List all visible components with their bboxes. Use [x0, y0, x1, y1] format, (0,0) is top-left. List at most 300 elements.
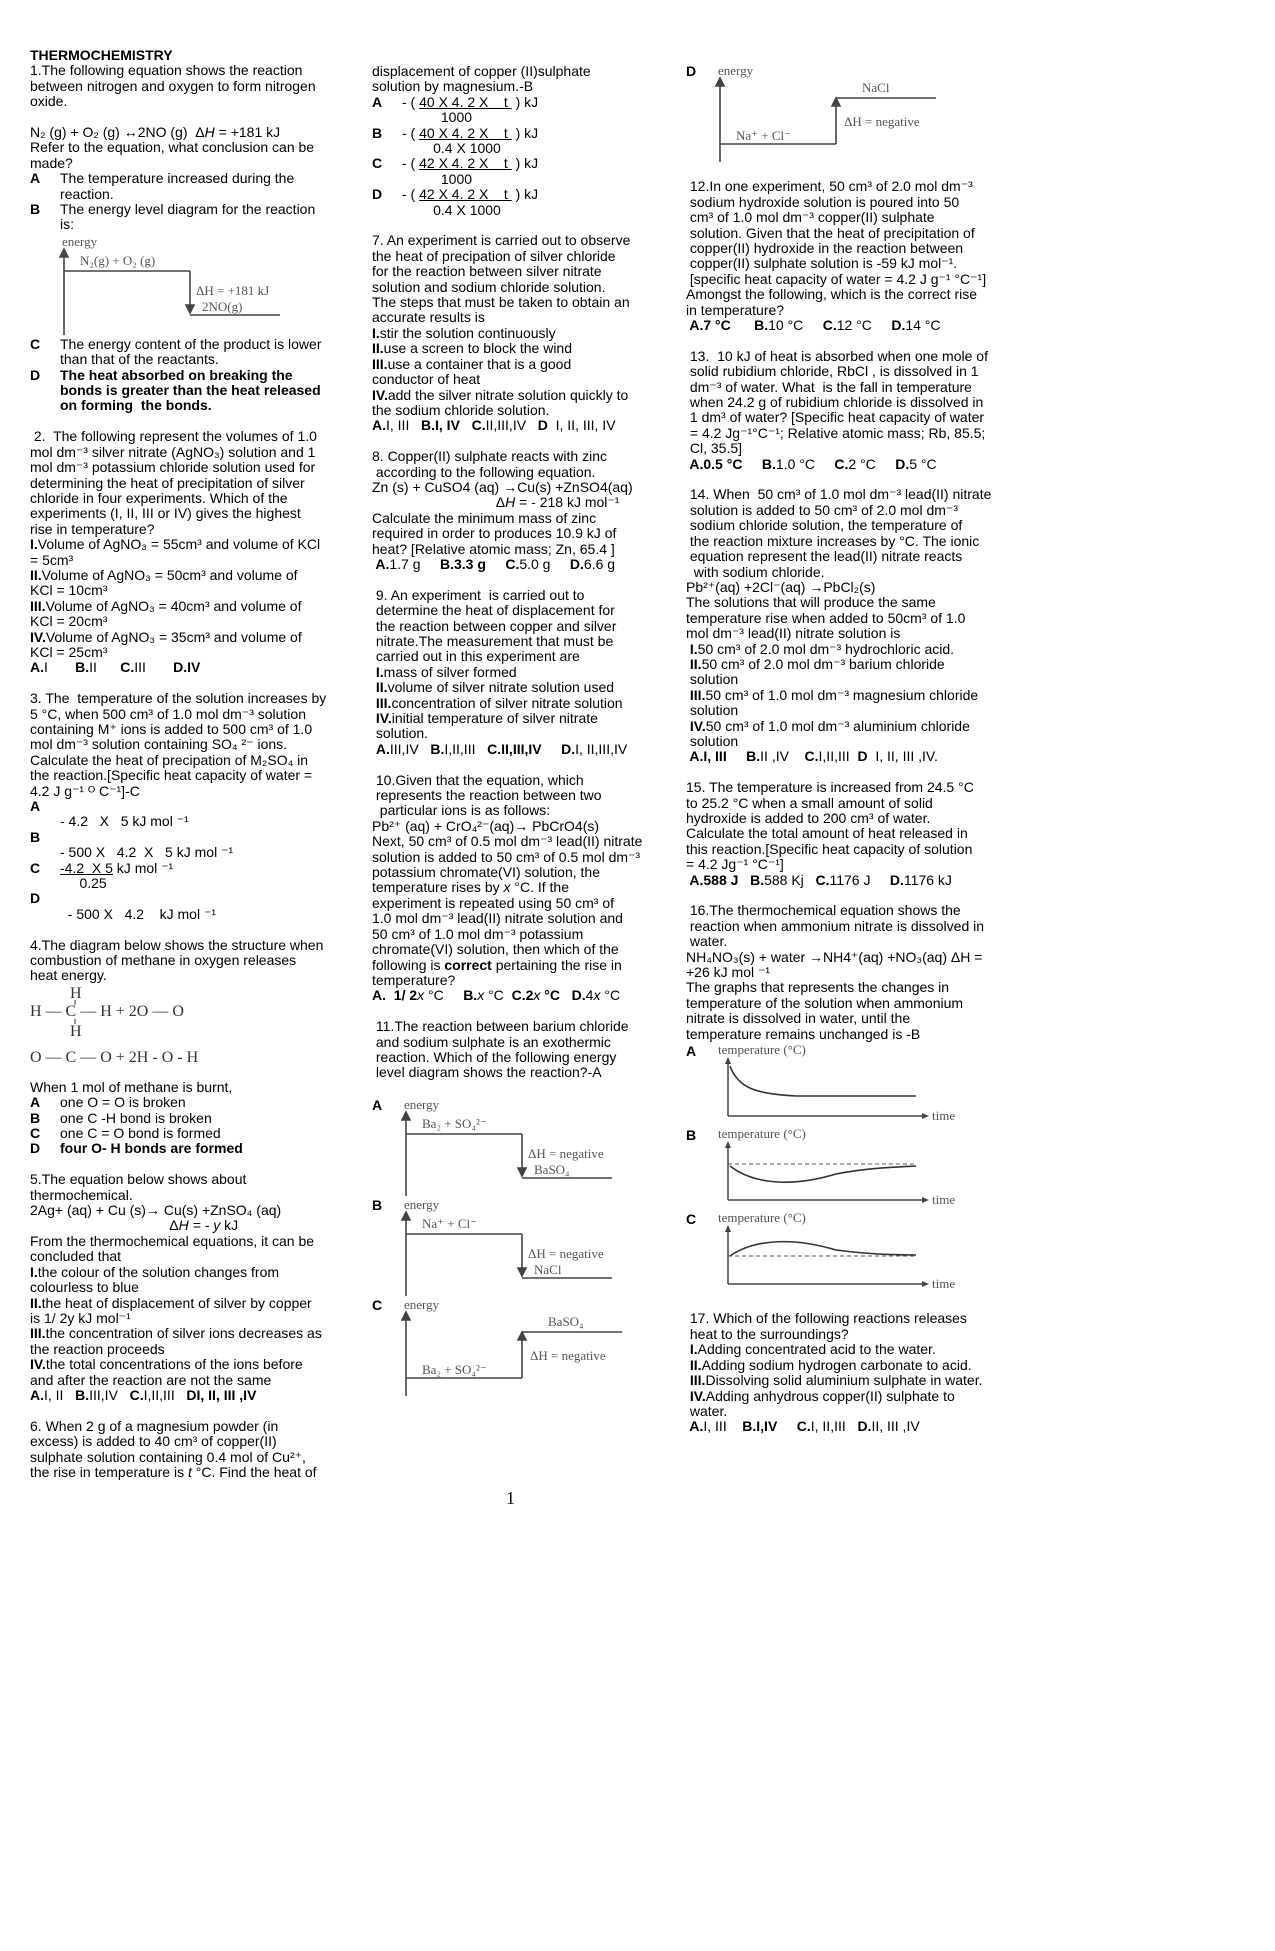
y-axis-label: temperature (°C) [718, 1044, 806, 1058]
text-line [372, 757, 672, 772]
bold-text: C. [129, 1386, 144, 1403]
text-line: represents the reaction between two [372, 787, 602, 804]
option-label: C [686, 1211, 697, 1228]
text-segment: Δ [372, 494, 506, 511]
text-line [372, 696, 672, 711]
text-segment: stir the solution continuously [379, 324, 556, 341]
bold-text: C.2 [511, 987, 534, 1004]
text-line: heat? [Relative atomic mass; Zn, 65.4 ] [372, 540, 615, 557]
bold-text: I. [375, 663, 384, 680]
text-line: 1.The following equation shows the reaction [30, 62, 303, 79]
text-line: 17. Which of the following reactions releases [686, 1310, 967, 1327]
option-text [60, 861, 350, 892]
text-line [30, 1465, 350, 1480]
text-segment: I,II,III [143, 1386, 187, 1403]
text-line [372, 388, 672, 403]
axis-label: energy [404, 1198, 440, 1213]
text-line: 1 dm³ of water? [Specific heat capacity of water [686, 409, 985, 426]
text-line: heat to the surroundings? [686, 1325, 849, 1342]
text-line [30, 1388, 350, 1403]
text-line: temperature of the solution when ammonium [686, 994, 964, 1011]
temperature-time-graph [718, 1044, 955, 1123]
answer-option [30, 202, 350, 233]
text-line: 1000 [402, 170, 473, 187]
option-text [60, 171, 350, 202]
text-segment: the heat of displacement of silver by copper [41, 1294, 312, 1311]
graph-diagram [686, 1044, 1006, 1126]
text-line: The energy level diagram for the reaction [60, 201, 316, 218]
text-line: mol dm⁻³ lead(II) nitrate solution is [686, 625, 901, 642]
text-line: water. [686, 1402, 728, 1419]
text-segment: 1176 J [829, 871, 890, 888]
text-line [686, 1419, 1006, 1434]
text-line: 1000 [402, 109, 473, 126]
bold-text: III. [375, 694, 392, 711]
delta-h-label: ΔH = negative [528, 1146, 604, 1162]
text-segment: Volume of AgNO₃ = 35cm³ and volume of [45, 628, 302, 645]
italic-text: H [204, 124, 215, 141]
text-line: determine the heat of displacement for [372, 602, 615, 619]
option-label: B [372, 124, 383, 141]
bold-text: IV. [689, 717, 706, 734]
bold-text: B. [463, 987, 478, 1004]
text-segment: 588 Kj [764, 871, 816, 888]
text-segment [777, 1418, 796, 1434]
axis-label: energy [404, 1098, 440, 1113]
text-segment: 2 °C [848, 455, 896, 472]
text-line: solid rubidium chloride, RbCl , is dissolved in 1 [686, 363, 979, 380]
text-line: solution is added to 50 cm³ of 2.0 mol dm⁻³ [686, 501, 958, 518]
bold-text: A. [686, 1418, 704, 1435]
text-segment: initial temperature of silver nitrate [391, 710, 598, 727]
text-segment: - ( [402, 93, 420, 110]
text-line: 5.The equation below shows about [30, 1171, 247, 1188]
text-line [30, 1157, 350, 1172]
bold-text: C.II,III,IV [487, 740, 542, 757]
axis-label: energy [718, 64, 754, 78]
text-line: - 500 X 4.2 kJ mol ⁻¹ [60, 905, 216, 922]
option-label: C [30, 1125, 41, 1142]
y-axis-label: temperature (°C) [718, 1212, 806, 1226]
text-line: the reaction between copper and silver [372, 617, 617, 634]
y-axis-label: temperature (°C) [718, 1128, 806, 1142]
text-line: KCl = 10cm³ [30, 582, 108, 599]
option-label: A [30, 170, 41, 187]
text-line: temperature? [372, 971, 456, 988]
arrow-down-icon [518, 1268, 526, 1276]
text-line: 0.25 [60, 875, 107, 892]
option-text [60, 1141, 350, 1156]
option-text [60, 1095, 350, 1110]
text-line: 4.The diagram below shows the structure when [30, 936, 324, 953]
option-text [60, 337, 350, 368]
text-line: 2. The following represent the volumes of 1.0 [30, 428, 317, 445]
text-line: The energy content of the product is lower [60, 335, 322, 352]
answer-option [30, 861, 350, 892]
axis-label: energy [62, 234, 98, 249]
text-line: the reaction mixture increases by °C. The ionic [686, 532, 980, 549]
text-line: determining the heat of precipitation of silver [30, 474, 305, 491]
option-label: A [372, 1097, 383, 1114]
text-line: Calculate the total amount of heat released in [686, 825, 968, 842]
text-line [686, 457, 1006, 472]
axis-arrow-icon [402, 1212, 410, 1220]
text-segment: I, II, III ,IV. [867, 748, 938, 765]
bold-text: II. [689, 1356, 702, 1373]
bold-text: II. [689, 655, 702, 672]
text-segment: temperature rises by [372, 879, 504, 896]
bold-text: °C [540, 987, 560, 1004]
text-line: 3. The temperature of the solution increases by [30, 690, 327, 707]
text-segment: - ( [402, 155, 420, 172]
text-segment: ) kJ [511, 93, 539, 110]
temperature-time-graph [718, 1128, 955, 1207]
temperature-curve [730, 1066, 916, 1096]
bold-text: C. [471, 417, 486, 434]
option-text [60, 368, 350, 414]
temperature-time-graph [718, 1212, 955, 1291]
italic-text: x [477, 987, 485, 1004]
text-segment: the rise in temperature is [30, 1463, 188, 1480]
text-segment: °C [424, 987, 464, 1004]
text-line: chromate(VI) solution, then which of the [372, 941, 619, 958]
text-line: excess) is added to 40 cm³ of copper(II) [30, 1433, 277, 1450]
option-text [402, 126, 672, 157]
bold-text: D. [571, 987, 586, 1004]
text-line: From the thermochemical equations, it can be [30, 1232, 315, 1249]
reactant-label: N₂(g) + O₂ (g) [80, 252, 156, 268]
bold-text: D. [895, 455, 910, 472]
text-segment: °C [484, 987, 512, 1004]
text-line: and after the reaction are not the same [30, 1371, 272, 1388]
text-line [30, 414, 350, 429]
text-segment: kJ [220, 1217, 239, 1234]
text-line: potassium chromate(VI) solution, the [372, 864, 600, 881]
text-segment: Volume of AgNO₃ = 40cm³ and volume of [45, 597, 302, 614]
energy-diagram [372, 1198, 672, 1296]
option-label: C [30, 859, 41, 876]
text-line: - 4.2 X 5 kJ mol ⁻¹ [60, 813, 189, 830]
text-line: made? [30, 154, 73, 171]
text-segment: Volume of AgNO₃ = 50cm³ and volume of [41, 566, 298, 583]
text-line: when 24.2 g of rubidium chloride is dissolved in [686, 394, 984, 411]
column-left [30, 48, 350, 1480]
text-line [30, 630, 350, 645]
bold-text: II. [372, 340, 384, 357]
text-segment: II, III ,IV [871, 1418, 920, 1435]
text-segment [738, 872, 750, 888]
arrow-down-icon [518, 1168, 526, 1176]
option-label: C [372, 1297, 383, 1314]
answer-option [372, 187, 672, 218]
text-segment: I, II, III, IV [547, 417, 616, 434]
bold-text: A. [30, 659, 44, 676]
answer-option [30, 1141, 350, 1156]
text-line: temperature rise when added to 50cm³ of 1.0 [686, 609, 966, 626]
bold-text: II. [30, 566, 42, 583]
italic-text: x [503, 879, 511, 896]
text-line: and sodium sulphate is an exothermic [372, 1033, 611, 1050]
text-segment: III,IV [89, 1386, 130, 1403]
text-line: 2Ag+ (aq) + Cu (s)→ Cu(s) +ZnSO₄ (aq) [30, 1202, 282, 1219]
text-segment: 6.6 g [583, 555, 616, 572]
bold-text: III. [372, 355, 388, 372]
option-text [60, 830, 350, 861]
text-line [686, 164, 1006, 179]
text-segment: ) kJ [511, 186, 539, 203]
bold-text: III. [689, 1372, 706, 1389]
temperature-curve [730, 1242, 916, 1256]
text-segment: following is [372, 956, 445, 973]
text-segment: 50 cm³ of 2.0 mol dm⁻³ barium chloride [701, 655, 945, 672]
text-line [60, 891, 350, 906]
graph-diagram [686, 1212, 1006, 1294]
x-axis-label: time [932, 1192, 956, 1208]
text-line: mol dm⁻³ silver nitrate (AgNO₃) solution and 1 [30, 443, 316, 460]
bold-text: D. [561, 740, 576, 757]
text-segment: I, II,III,IV [575, 740, 628, 757]
methane-diagram [30, 986, 350, 1078]
underlined-text: 42 X 4. 2 X t [419, 155, 512, 172]
option-text [402, 95, 672, 126]
delta-h-label: ΔH = +181 kJ [196, 282, 270, 298]
arrow-up-icon [518, 1332, 526, 1340]
text-line [686, 657, 1006, 672]
text-line [372, 357, 672, 372]
text-line: copper(II) hydroxide in the reaction between [686, 240, 964, 257]
text-segment: = - 218 kJ mol⁻¹ [515, 494, 620, 511]
y-arrow-icon [725, 1225, 731, 1232]
text-segment [727, 748, 746, 764]
text-line: concluded that [30, 1248, 122, 1265]
answer-option [30, 337, 350, 368]
bold-text: D [857, 748, 868, 765]
bold-text: B. [754, 317, 769, 334]
text-segment: I, II,III [810, 1418, 858, 1435]
text-segment [486, 556, 505, 572]
text-line [686, 765, 1006, 780]
bold-text: A. [372, 417, 386, 434]
text-line: required in order to produces 10.9 kJ of [372, 525, 617, 542]
text-line [686, 1296, 1006, 1311]
text-line: particular ions is as follows: [372, 802, 551, 819]
text-line: The solutions that will produce the same [686, 594, 936, 611]
text-line [372, 341, 672, 356]
text-line [686, 1342, 1006, 1357]
text-segment: °C. If the [510, 879, 570, 896]
text-line: The graphs that represents the changes in [686, 979, 950, 996]
bold-text: C. [796, 1418, 811, 1435]
text-line [30, 110, 350, 125]
option-label: D [30, 366, 41, 383]
text-segment: 10 °C [768, 317, 823, 334]
text-line [686, 888, 1006, 903]
italic-text: H = - y [178, 1217, 221, 1234]
text-line: solution [686, 671, 739, 688]
column-middle [372, 64, 672, 1398]
reactant-label: Ba₂ + SO₄²⁻ [422, 1116, 487, 1132]
text-line [686, 1373, 1006, 1388]
text-line: KCl = 20cm³ [30, 613, 108, 630]
text-segment: add the silver nitrate solution quickly to [387, 386, 629, 403]
text-segment: 5.0 g [519, 555, 570, 572]
text-line: [specific heat capacity of water = 4.2 J g⁻¹ °C⁻¹] [686, 270, 987, 287]
product-label: NaCl [862, 80, 890, 95]
text-line [686, 333, 1006, 348]
bold-text: correct [444, 956, 492, 973]
page-number: 1 [506, 1488, 515, 1508]
bold-text: B.I,IV [742, 1418, 778, 1435]
text-line [372, 557, 672, 572]
text-line: Calculate the heat of precipation of M₂SO₄ in [30, 751, 309, 768]
text-line [372, 665, 672, 680]
bold-text: B. [75, 659, 90, 676]
x-arrow-icon [922, 1281, 929, 1287]
axis-arrow-icon [716, 78, 724, 86]
delta-h-label: ΔH = negative [530, 1348, 606, 1364]
text-line: 14. When 50 cm³ of 1.0 mol dm⁻³ lead(II) nitrate [686, 486, 992, 503]
text-segment: Adding anhydrous copper(II) sulphate to [705, 1387, 955, 1404]
answer-option [30, 830, 350, 861]
text-line: NH₄NO₃(s) + water →NH4⁺(aq) +NO₃(aq) ΔH = [686, 948, 983, 965]
option-text [60, 799, 350, 830]
bold-text: A.588 J [686, 871, 739, 888]
option-label: A [686, 1043, 697, 1060]
text-line: one O = O is broken [60, 1094, 186, 1111]
bold-text: IV. [30, 628, 46, 645]
text-line [30, 537, 350, 552]
answer-option [372, 156, 672, 187]
hydrogen-bottom: H [70, 1022, 82, 1040]
text-segment [560, 987, 572, 1003]
text-segment: mass of silver formed [383, 663, 517, 680]
answer-option [30, 799, 350, 830]
text-segment: ) kJ [511, 155, 539, 172]
text-segment: concentration of silver nitrate solution [391, 694, 623, 711]
reactant-label: Na⁺ + Cl⁻ [736, 128, 791, 143]
text-line: sodium chloride solution, the temperature of [686, 517, 963, 534]
energy-diagram [30, 235, 350, 335]
text-line [402, 126, 672, 141]
text-line [686, 1358, 1006, 1373]
bold-text: C. [822, 317, 837, 334]
option-label: D [372, 186, 383, 203]
text-segment: 4 [585, 987, 594, 1004]
text-segment: Volume of AgNO₃ = 55cm³ and volume of KCl [37, 536, 321, 553]
text-line: level diagram shows the reaction?-A [372, 1064, 602, 1081]
text-line [402, 156, 672, 171]
text-line: Calculate the minimum mass of zinc [372, 509, 597, 526]
bold-text: B. [430, 740, 445, 757]
text-line: experiment is repeated using 50 cm³ of [372, 894, 615, 911]
text-line: dm⁻³ of water. What is the fall in temperature [686, 378, 972, 395]
bold-text: I. [689, 640, 698, 657]
option-label: C [372, 155, 383, 172]
text-segment: Adding concentrated acid to the water. [697, 1341, 936, 1358]
text-line: reaction. Which of the following energy [372, 1048, 617, 1065]
text-line: 0.4 X 1000 [402, 201, 501, 218]
text-line [60, 861, 350, 876]
bold-text: B. [761, 455, 776, 472]
text-segment: 50 cm³ of 2.0 mol dm⁻³ hydrochloric acid. [697, 640, 955, 657]
text-segment: III,IV [389, 740, 431, 757]
text-line: Refer to the equation, what conclusion can be [30, 139, 315, 156]
text-line: one C -H bond is broken [60, 1109, 212, 1126]
italic-text: H [505, 494, 516, 511]
temperature-curve [730, 1166, 916, 1182]
text-line: combustion of methane in oxygen releases [30, 952, 297, 969]
bold-text: B.3.3 g [439, 555, 486, 572]
text-line [30, 676, 350, 691]
text-line: solution [686, 732, 739, 749]
text-line: Amongst the following, which is the correct rise [686, 286, 978, 303]
text-line: rise in temperature? [30, 520, 155, 537]
text-segment: 50 cm³ of 1.0 mol dm⁻³ magnesium chloride [705, 686, 979, 703]
bold-text: B.I, IV [421, 417, 460, 434]
text-line: 6. When 2 g of a magnesium powder (in [30, 1417, 279, 1434]
text-line [686, 719, 1006, 734]
text-segment: III [134, 659, 174, 676]
text-line: mol dm⁻³ potassium chloride solution used for [30, 459, 316, 476]
option-text [60, 1111, 350, 1126]
option-label: A [30, 798, 41, 815]
reactant-label: Na⁺ + Cl⁻ [422, 1216, 477, 1232]
text-line [372, 418, 672, 433]
text-line: four O- H bonds are formed [60, 1140, 243, 1157]
axis-arrow-icon [60, 249, 68, 257]
text-line: displacement of copper (II)sulphate [372, 63, 591, 79]
option-label: A [372, 93, 383, 110]
option-text [60, 1126, 350, 1141]
text-line [30, 660, 350, 675]
text-line: The temperature increased during the [60, 170, 295, 187]
bold-text: IV. [372, 386, 388, 403]
text-line: temperature remains unchanged is -B [686, 1025, 921, 1042]
bold-text: THERMOCHEMISTRY [30, 47, 173, 63]
energy-diagram [372, 1098, 672, 1196]
underlined-text: -4.2 X 5 [60, 859, 113, 876]
text-line: conductor of heat [372, 371, 481, 388]
text-line [30, 599, 350, 614]
text-line: 15. The temperature is increased from 24.5 °C [686, 779, 974, 796]
text-line: with sodium chloride. [686, 563, 825, 580]
text-line [372, 988, 672, 1003]
answer-option [30, 1111, 350, 1126]
text-segment: - ( [402, 124, 420, 141]
option-label: B [30, 828, 41, 845]
text-line: 4.2 J g⁻¹ ᴼ C⁻¹]-C [30, 782, 140, 799]
bold-text: C. [815, 871, 830, 888]
text-segment [742, 456, 761, 472]
text-line: 13. 10 kJ of heat is absorbed when one mole of [686, 347, 988, 364]
bold-text: III. [30, 1325, 46, 1342]
option-text [402, 187, 672, 218]
bold-text: A.I, III [686, 748, 727, 765]
text-line: containing M⁺ ions is added to 500 cm³ of 1.0 [30, 720, 313, 737]
bold-text: I. [372, 324, 380, 341]
text-line: the reaction.[Specific heat capacity of water = [30, 767, 313, 784]
text-line: solution. [372, 725, 429, 742]
text-line: solution. Given that the heat of precipitation of [686, 224, 975, 241]
bold-text: A. [375, 740, 390, 757]
text-segment: the total concentrations of the ions before [45, 1356, 303, 1373]
text-line: = 4.2 Jg⁻¹°C⁻¹; Relative atomic mass; Rb, 85.5; [686, 424, 986, 441]
text-line: for the reaction between silver nitrate [372, 263, 602, 280]
text-segment: N₂ (g) + O₂ (g) ↔2NO (g) Δ [30, 124, 205, 141]
text-line: between nitrogen and oxygen to form nitrogen [30, 77, 316, 94]
text-segment: 1.7 g [389, 555, 440, 572]
bold-text: I. [30, 1263, 38, 1280]
